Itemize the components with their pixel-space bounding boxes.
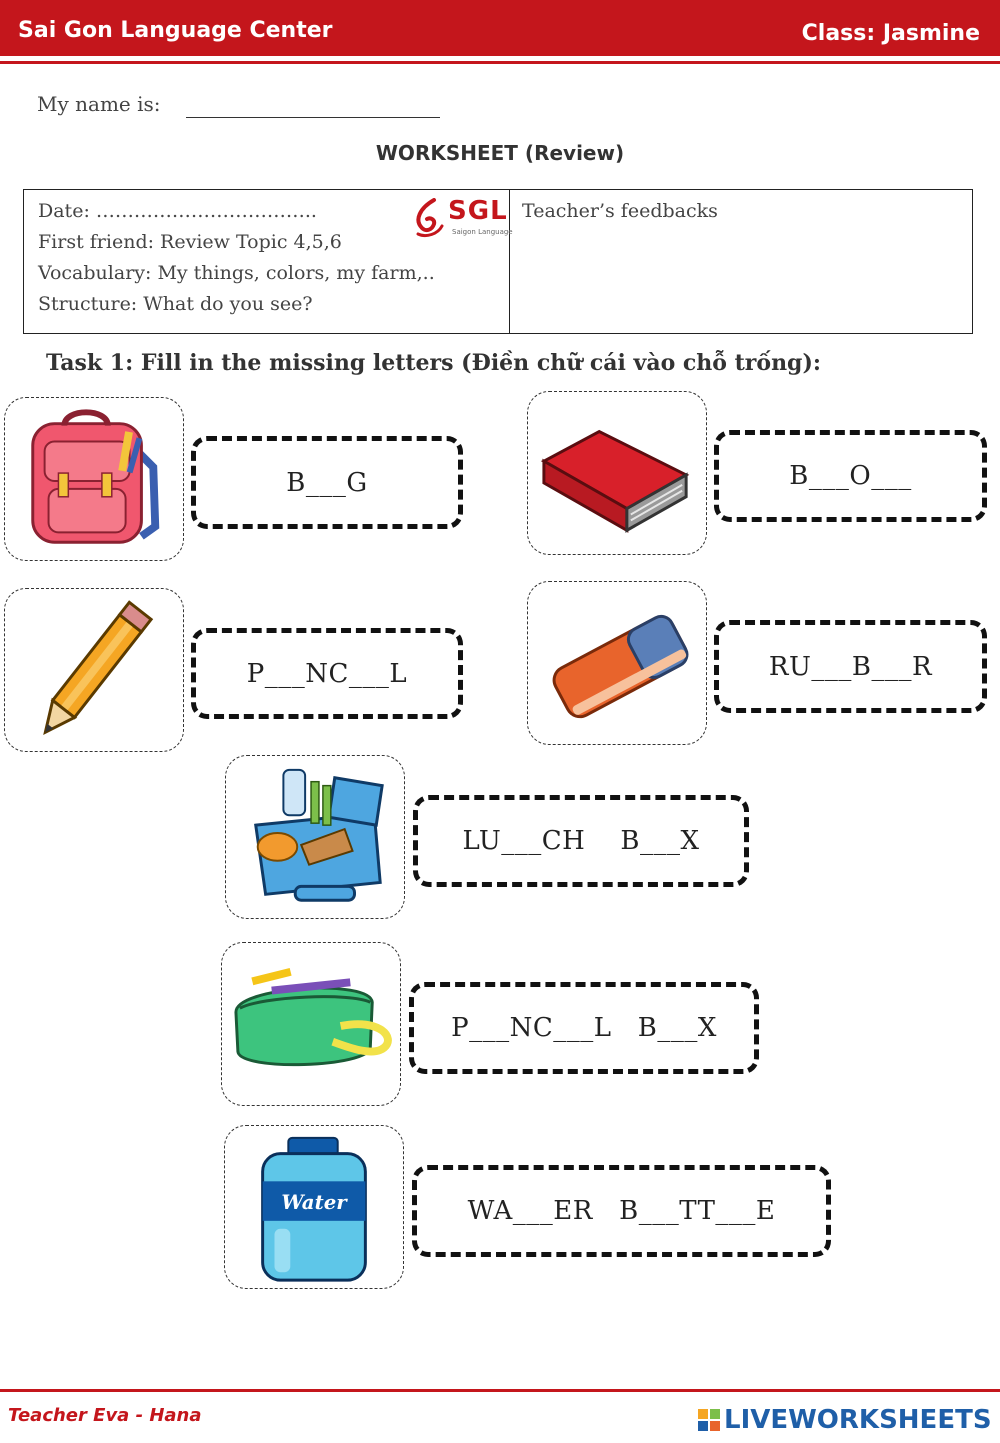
header-divider: [0, 61, 1000, 64]
word-box-3[interactable]: P___NC___L: [191, 628, 463, 719]
logo-tagline: Saigon Language: [452, 228, 513, 236]
teacher-feedback-label: Teacher’s feedbacks: [522, 200, 718, 222]
worksheet-title: [0, 141, 1000, 165]
class-label: Class: Jasmine: [801, 21, 980, 46]
word-box-7[interactable]: WA___ER B___TT___E: [412, 1165, 831, 1257]
logo-text: SGL: [448, 196, 508, 226]
picture-card-book: [527, 391, 707, 555]
first-friend-line: First friend: Review Topic 4,5,6: [38, 231, 342, 253]
info-table: [23, 189, 973, 334]
lunch-box-icon: [226, 756, 404, 918]
water-bottle-icon: [225, 1126, 403, 1288]
sgl-swoosh-icon: [412, 198, 446, 238]
pencil-case-icon: [222, 943, 400, 1105]
pencil-icon: [5, 589, 183, 751]
worksheet-title-text: WORKSHEET: [375, 141, 518, 165]
picture-card-backpack: [4, 397, 184, 561]
backpack-icon: [5, 398, 183, 560]
footer-divider: [0, 1389, 1000, 1392]
liveworksheets-logo: [698, 1403, 992, 1437]
table-divider: [509, 190, 510, 333]
picture-card-pencil: [4, 588, 184, 752]
structure-line: Structure: What do you see?: [38, 293, 313, 315]
word-box-1[interactable]: B___G: [191, 436, 463, 529]
book-icon: [528, 392, 706, 554]
center-name: Sai Gon Language Center: [18, 18, 333, 43]
worksheet-subtitle: (Review): [524, 141, 625, 165]
brand-text: LIVEWORKSHEETS: [724, 1405, 992, 1435]
sgl-logo: [412, 194, 513, 240]
vocabulary-line: Vocabulary: My things, colors, my farm,..: [38, 262, 435, 284]
picture-card-eraser: [527, 581, 707, 745]
word-box-2[interactable]: B___O___: [714, 430, 987, 522]
word-box-6[interactable]: P___NC___L B___X: [409, 982, 759, 1074]
picture-card-lunch-box: [225, 755, 405, 919]
name-label: My name is:: [37, 92, 161, 116]
eraser-icon: [528, 582, 706, 744]
date-line: Date: ……………………………..: [38, 200, 317, 222]
header-bar: [0, 0, 1000, 56]
picture-card-water-bottle: [224, 1125, 404, 1289]
liveworksheets-icon: [698, 1409, 720, 1431]
bottle-label: Water: [281, 1189, 347, 1214]
word-box-5[interactable]: LU___CH B___X: [413, 795, 749, 887]
picture-card-pencil-case: [221, 942, 401, 1106]
name-input-line[interactable]: [186, 117, 440, 118]
task-title: Task 1: Fill in the missing letters (Điền chữ cái vào chỗ trống):: [46, 350, 821, 376]
teacher-credit: Teacher Eva - Hana: [8, 1405, 202, 1426]
word-box-4[interactable]: RU___B___R: [714, 620, 987, 713]
